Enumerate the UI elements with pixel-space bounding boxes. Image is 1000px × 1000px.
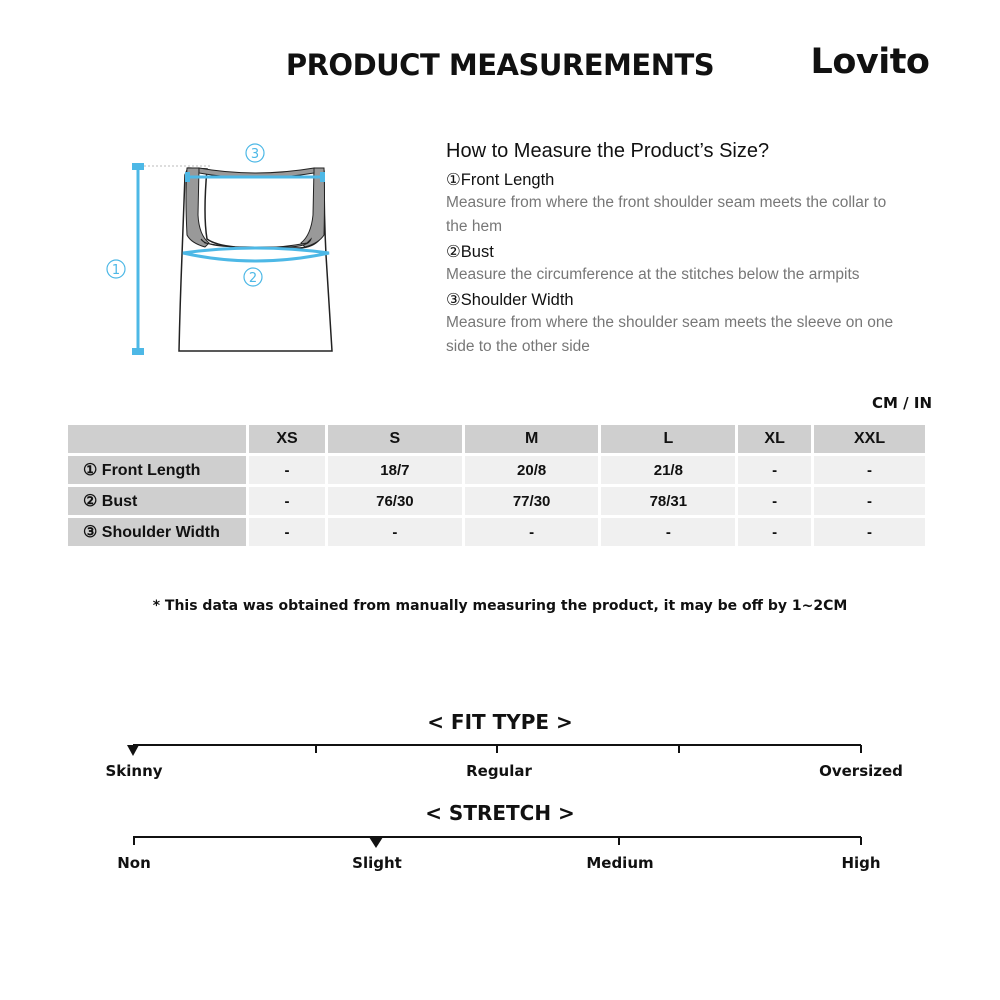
table-cell: - bbox=[249, 487, 325, 515]
instruction-title: ③Shoulder Width bbox=[446, 291, 574, 309]
table-cell: 77/30 bbox=[465, 487, 599, 515]
stretch-scale bbox=[120, 830, 880, 850]
instructions-heading: How to Measure the Product’s Size? bbox=[446, 140, 770, 162]
page-title: PRODUCT MEASUREMENTS bbox=[285, 48, 715, 82]
fit-type-label-skinny: Skinny bbox=[105, 762, 163, 780]
instruction-desc: Measure from where the front shoulder seam meets the collar to the hem bbox=[446, 194, 887, 235]
table-cell: - bbox=[814, 456, 925, 484]
instruction-shoulder-width bbox=[446, 289, 906, 359]
row-label: ② Bust bbox=[68, 487, 246, 515]
table-cell: - bbox=[465, 518, 599, 546]
tank-top-illustration bbox=[95, 135, 355, 375]
svg-text:2: 2 bbox=[248, 271, 258, 286]
stretch-label-high: High bbox=[841, 854, 881, 872]
table-cell: 78/31 bbox=[601, 487, 735, 515]
table-cell: 18/7 bbox=[328, 456, 462, 484]
front-length-cap-top bbox=[132, 163, 144, 170]
table-corner bbox=[68, 425, 246, 453]
table-row bbox=[68, 456, 925, 484]
column-header: S bbox=[328, 425, 462, 453]
instruction-front-length bbox=[446, 169, 906, 239]
fit-type-scale bbox=[120, 738, 880, 758]
stretch-label-non: Non bbox=[117, 854, 151, 872]
column-header: XL bbox=[738, 425, 811, 453]
table-cell: - bbox=[249, 518, 325, 546]
svg-text:1: 1 bbox=[111, 263, 121, 278]
table-cell: - bbox=[738, 518, 811, 546]
instruction-desc: Measure the circumference at the stitches below the armpits bbox=[446, 266, 860, 283]
table-row bbox=[68, 487, 925, 515]
column-header: XXL bbox=[814, 425, 925, 453]
stretch-title: < STRETCH > bbox=[425, 801, 575, 825]
table-cell: 76/30 bbox=[328, 487, 462, 515]
table-header-row bbox=[68, 425, 925, 453]
marker-1 bbox=[107, 260, 125, 278]
table-cell: 21/8 bbox=[601, 456, 735, 484]
fit-type-label-regular: Regular bbox=[466, 762, 532, 780]
column-header: XS bbox=[249, 425, 325, 453]
stretch-label-slight: Slight bbox=[352, 854, 402, 872]
stretch-selected-marker bbox=[369, 837, 383, 848]
fit-type-title: < FIT TYPE > bbox=[427, 710, 573, 734]
fit-type-label-oversized: Oversized bbox=[819, 762, 903, 780]
front-length-cap-bottom bbox=[132, 348, 144, 355]
table-cell: - bbox=[738, 456, 811, 484]
instruction-desc: Measure from where the shoulder seam meets the sleeve on one side to the other side bbox=[446, 314, 894, 355]
marker-3 bbox=[246, 144, 264, 162]
table-row bbox=[68, 518, 925, 546]
column-header: M bbox=[465, 425, 599, 453]
table-cell: - bbox=[249, 456, 325, 484]
brand-logo: Lovito bbox=[810, 42, 930, 82]
table-cell: - bbox=[814, 518, 925, 546]
row-label: ① Front Length bbox=[68, 456, 246, 484]
table-cell: - bbox=[601, 518, 735, 546]
row-label: ③ Shoulder Width bbox=[68, 518, 246, 546]
marker-2 bbox=[244, 268, 262, 286]
garment-diagram bbox=[95, 135, 355, 375]
stretch-label-medium: Medium bbox=[586, 854, 654, 872]
instruction-title: ①Front Length bbox=[446, 171, 555, 189]
table-cell: - bbox=[328, 518, 462, 546]
size-table bbox=[65, 422, 928, 549]
table-cell: - bbox=[814, 487, 925, 515]
column-header: L bbox=[601, 425, 735, 453]
unit-label: CM / IN bbox=[872, 394, 932, 412]
svg-text:3: 3 bbox=[250, 147, 260, 162]
table-cell: 20/8 bbox=[465, 456, 599, 484]
measure-instructions bbox=[446, 140, 906, 361]
instruction-bust bbox=[446, 241, 906, 287]
table-cell: - bbox=[738, 487, 811, 515]
fit-type-selected-marker bbox=[127, 745, 139, 756]
measurement-note: * This data was obtained from manually measuring the product, it may be off by 1~2CM bbox=[152, 598, 848, 614]
instruction-title: ②Bust bbox=[446, 243, 494, 261]
